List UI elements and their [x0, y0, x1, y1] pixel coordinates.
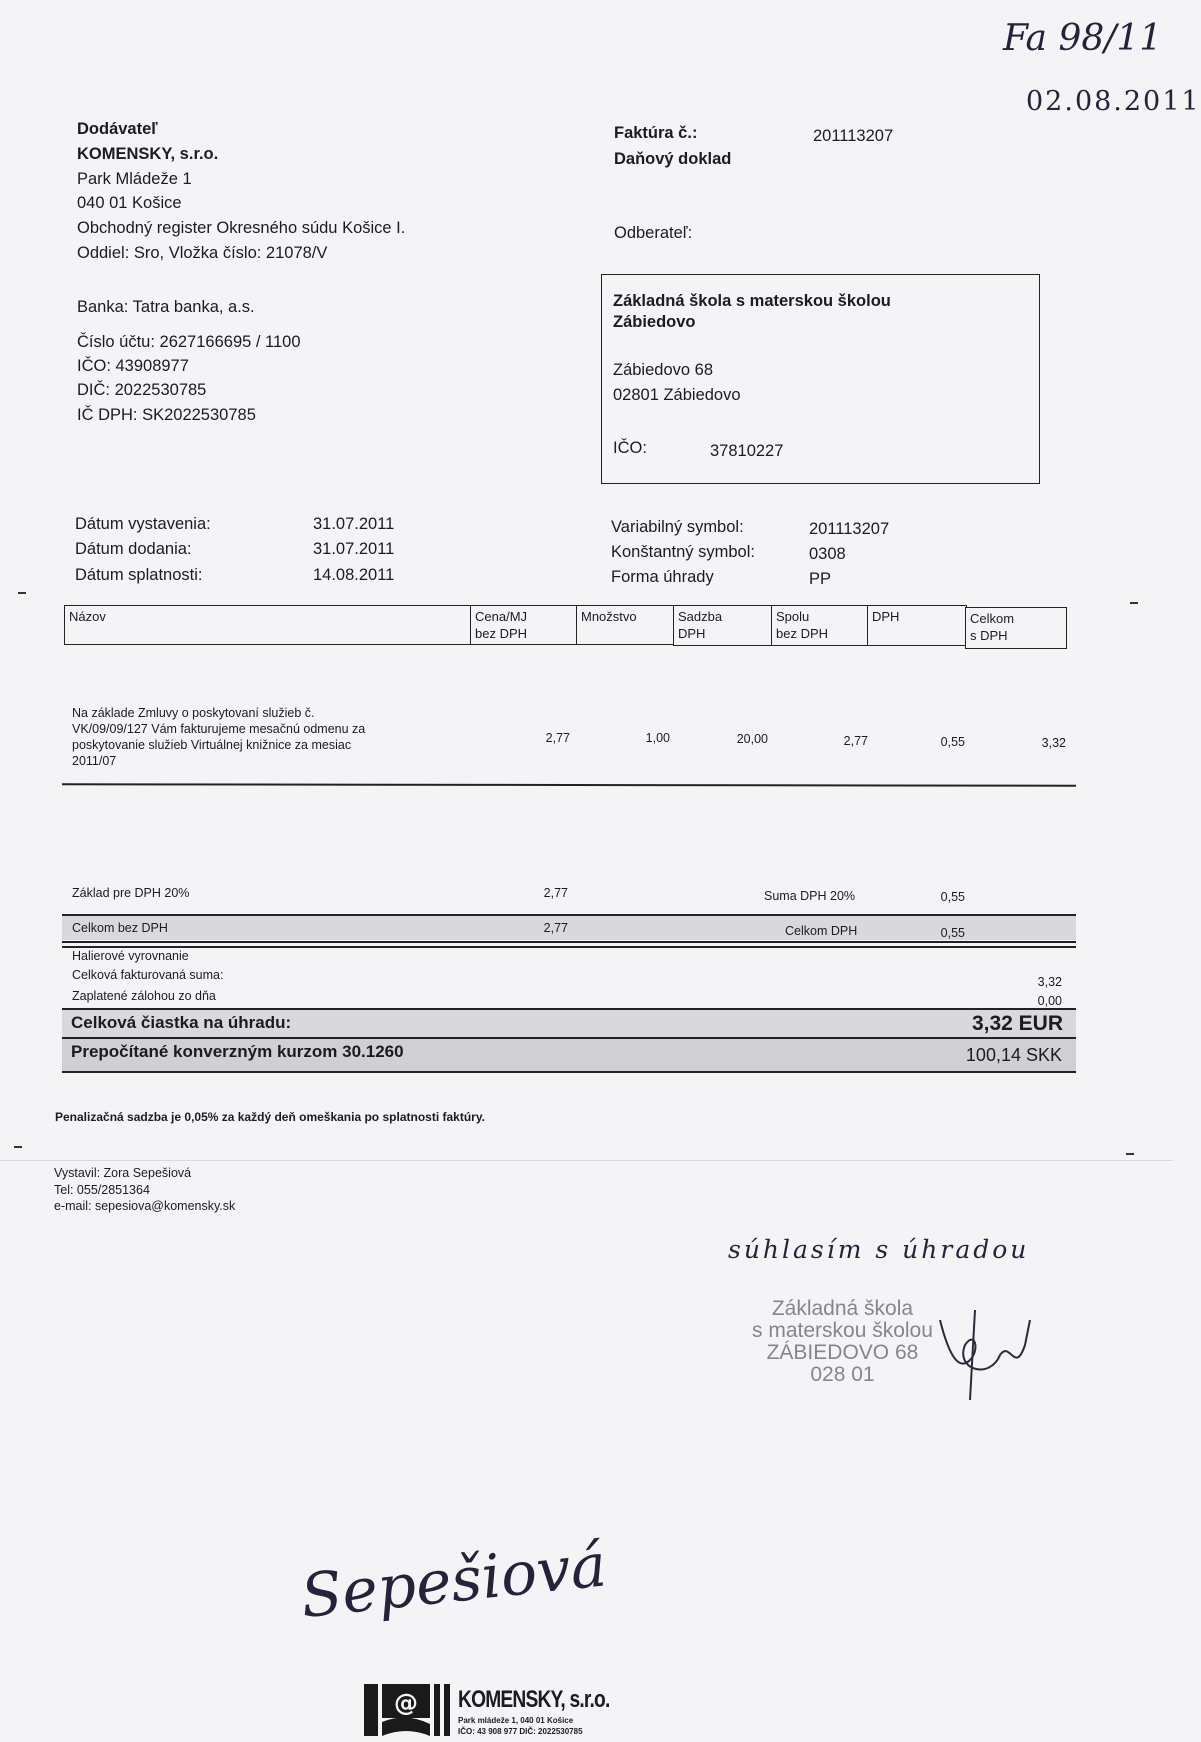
item-row-divider	[62, 783, 1076, 786]
customer-ico-label: IČO:	[613, 439, 647, 457]
customer-ico: 37810227	[710, 442, 784, 460]
items-table-header	[64, 605, 1077, 643]
customer-name-line2: Zábiedovo	[613, 313, 696, 331]
date-due-label: Dátum splatnosti:	[75, 566, 203, 584]
fold-mark	[14, 1146, 22, 1148]
vat-base: 2,77	[543, 886, 568, 900]
variable-symbol: 201113207	[809, 520, 890, 538]
constant-symbol-label: Konštantný symbol:	[611, 543, 755, 561]
vat-sum-label: Suma DPH 20%	[764, 889, 856, 903]
issuer-email: e-mail: sepesiova@komensky.sk	[54, 1199, 236, 1213]
supplier-city: 040 01 Košice	[77, 194, 182, 212]
column-net-total: Spolu bez DPH	[771, 605, 869, 646]
document-type: Daňový doklad	[614, 150, 732, 168]
date-delivered: 31.07.2011	[313, 540, 395, 558]
book-logo-icon	[362, 1682, 457, 1742]
item-gross-total: 3,32	[1041, 736, 1066, 750]
invoice-number-label: Faktúra č.:	[614, 124, 698, 142]
payment-form-label: Forma úhrady	[611, 568, 714, 586]
item-quantity: 1,00	[645, 731, 670, 745]
customer-street: Zábiedovo 68	[613, 361, 713, 379]
rounding-label: Halierové vyrovnanie	[72, 949, 189, 963]
column-unit-price: Cena/MJ bez DPH	[470, 605, 578, 645]
fold-mark	[1130, 602, 1138, 604]
supplier-street: Park Mládeže 1	[77, 170, 192, 188]
vat-total: 0,55	[940, 926, 965, 940]
column-gross-total: Celkom s DPH	[965, 607, 1067, 649]
advance-label: Zaplatené zálohou zo dňa	[72, 989, 216, 1003]
constant-symbol: 0308	[809, 545, 846, 563]
date-due: 14.08.2011	[313, 566, 395, 584]
issuer-signature: Sepešiová	[297, 1530, 610, 1632]
supplier-account: Číslo účtu: 2627166695 / 1100	[77, 333, 301, 351]
logo-ids: IČO: 43 908 977 DIČ: 2022530785	[458, 1727, 583, 1736]
vat-sum: 0,55	[940, 890, 965, 904]
logo-company-name: KOMENSKY, s.r.o.	[458, 1686, 610, 1713]
received-date: 02.08.2011	[1026, 86, 1201, 117]
item-description-line4: 2011/07	[72, 754, 117, 768]
fold-mark	[18, 592, 26, 594]
supplier-ic-dph: IČ DPH: SK2022530785	[77, 406, 256, 424]
invoice-number: 201113207	[813, 127, 894, 145]
customer-city: 02801 Zábiedovo	[613, 386, 741, 404]
date-issued-label: Dátum vystavenia:	[75, 515, 211, 533]
payment-form: PP	[809, 570, 832, 588]
approver-signature-mark	[930, 1300, 1040, 1410]
invoiced-label: Celková fakturovaná suma:	[72, 968, 224, 982]
item-net-total: 2,77	[843, 734, 868, 748]
to-pay-label: Celková čiastka na úhradu:	[71, 1013, 292, 1032]
fold-mark	[1126, 1153, 1134, 1155]
invoiced-amount: 3,32	[1037, 975, 1062, 989]
supplier-name: KOMENSKY, s.r.o.	[77, 145, 219, 163]
svg-text:@: @	[394, 1689, 418, 1717]
net-total-label: Celkom bez DPH	[72, 921, 168, 935]
item-vat-rate: 20,00	[736, 732, 768, 746]
school-stamp: Základná škola s materskou školou ZÁBIEDOVO 68 028 01	[752, 1297, 933, 1386]
column-name: Názov	[64, 605, 472, 645]
logo-address: Park mládeže 1, 040 01 Košice	[458, 1716, 574, 1725]
column-vat-rate: Sadzba DPH	[673, 605, 773, 646]
folder-reference: Fa 98/11	[1003, 18, 1163, 59]
variable-symbol-label: Variabilný symbol:	[611, 518, 744, 536]
conversion-amount: 100,14 SKK	[965, 1045, 1062, 1065]
date-issued: 31.07.2011	[313, 515, 395, 533]
conversion-label: Prepočítané konverzným kurzom 30.1260	[71, 1042, 404, 1061]
issuer-name: Vystavil: Zora Sepešiová	[54, 1166, 192, 1180]
supplier-division: Oddiel: Sro, Vložka číslo: 21078/V	[77, 244, 328, 262]
penalty-note: Penalizačná sadzba je 0,05% za každý deň omeškania po splatnosti faktúry.	[55, 1110, 485, 1124]
supplier-register: Obchodný register Okresného súdu Košice I.	[77, 219, 406, 237]
to-pay-bottom-line	[62, 1071, 1076, 1073]
supplier-bank: Banka: Tatra banka, a.s.	[77, 298, 255, 316]
supplier-ico: IČO: 43908977	[77, 357, 189, 375]
item-description-line2: VK/09/09/127 Vám fakturujeme mesačnú odmenu za	[72, 722, 366, 736]
approval-note: súhlasím s úhradou	[728, 1235, 1030, 1264]
vat-base-label: Základ pre DPH 20%	[72, 886, 190, 900]
net-total: 2,77	[543, 921, 568, 935]
item-vat: 0,55	[940, 735, 965, 749]
supplier-dic: DIČ: 2022530785	[77, 381, 207, 399]
customer-label: Odberateľ:	[614, 224, 693, 242]
item-description-line3: poskytovanie služieb Virtuálnej knižnice za mesiac	[72, 738, 352, 752]
customer-name-line1: Základná škola s materskou školou	[613, 292, 891, 310]
date-delivered-label: Dátum dodania:	[75, 540, 192, 558]
summary-double-line	[62, 941, 1076, 943]
summary-double-line	[62, 946, 1076, 948]
column-quantity: Množstvo	[576, 605, 675, 645]
to-pay-amount: 3,32 EUR	[971, 1012, 1063, 1035]
item-unit-price: 2,77	[545, 731, 570, 745]
advance-amount: 0,00	[1037, 994, 1062, 1008]
column-vat: DPH	[867, 605, 967, 646]
customer-address-box	[601, 274, 1040, 484]
fold-line-top	[0, 1160, 1173, 1161]
issuer-phone: Tel: 055/2851364	[54, 1183, 150, 1197]
supplier-heading: Dodávateľ	[77, 120, 158, 138]
item-description-line1: Na základe Zmluvy o poskytovaní služieb č.	[72, 706, 315, 720]
vat-total-label: Celkom DPH	[785, 924, 858, 938]
